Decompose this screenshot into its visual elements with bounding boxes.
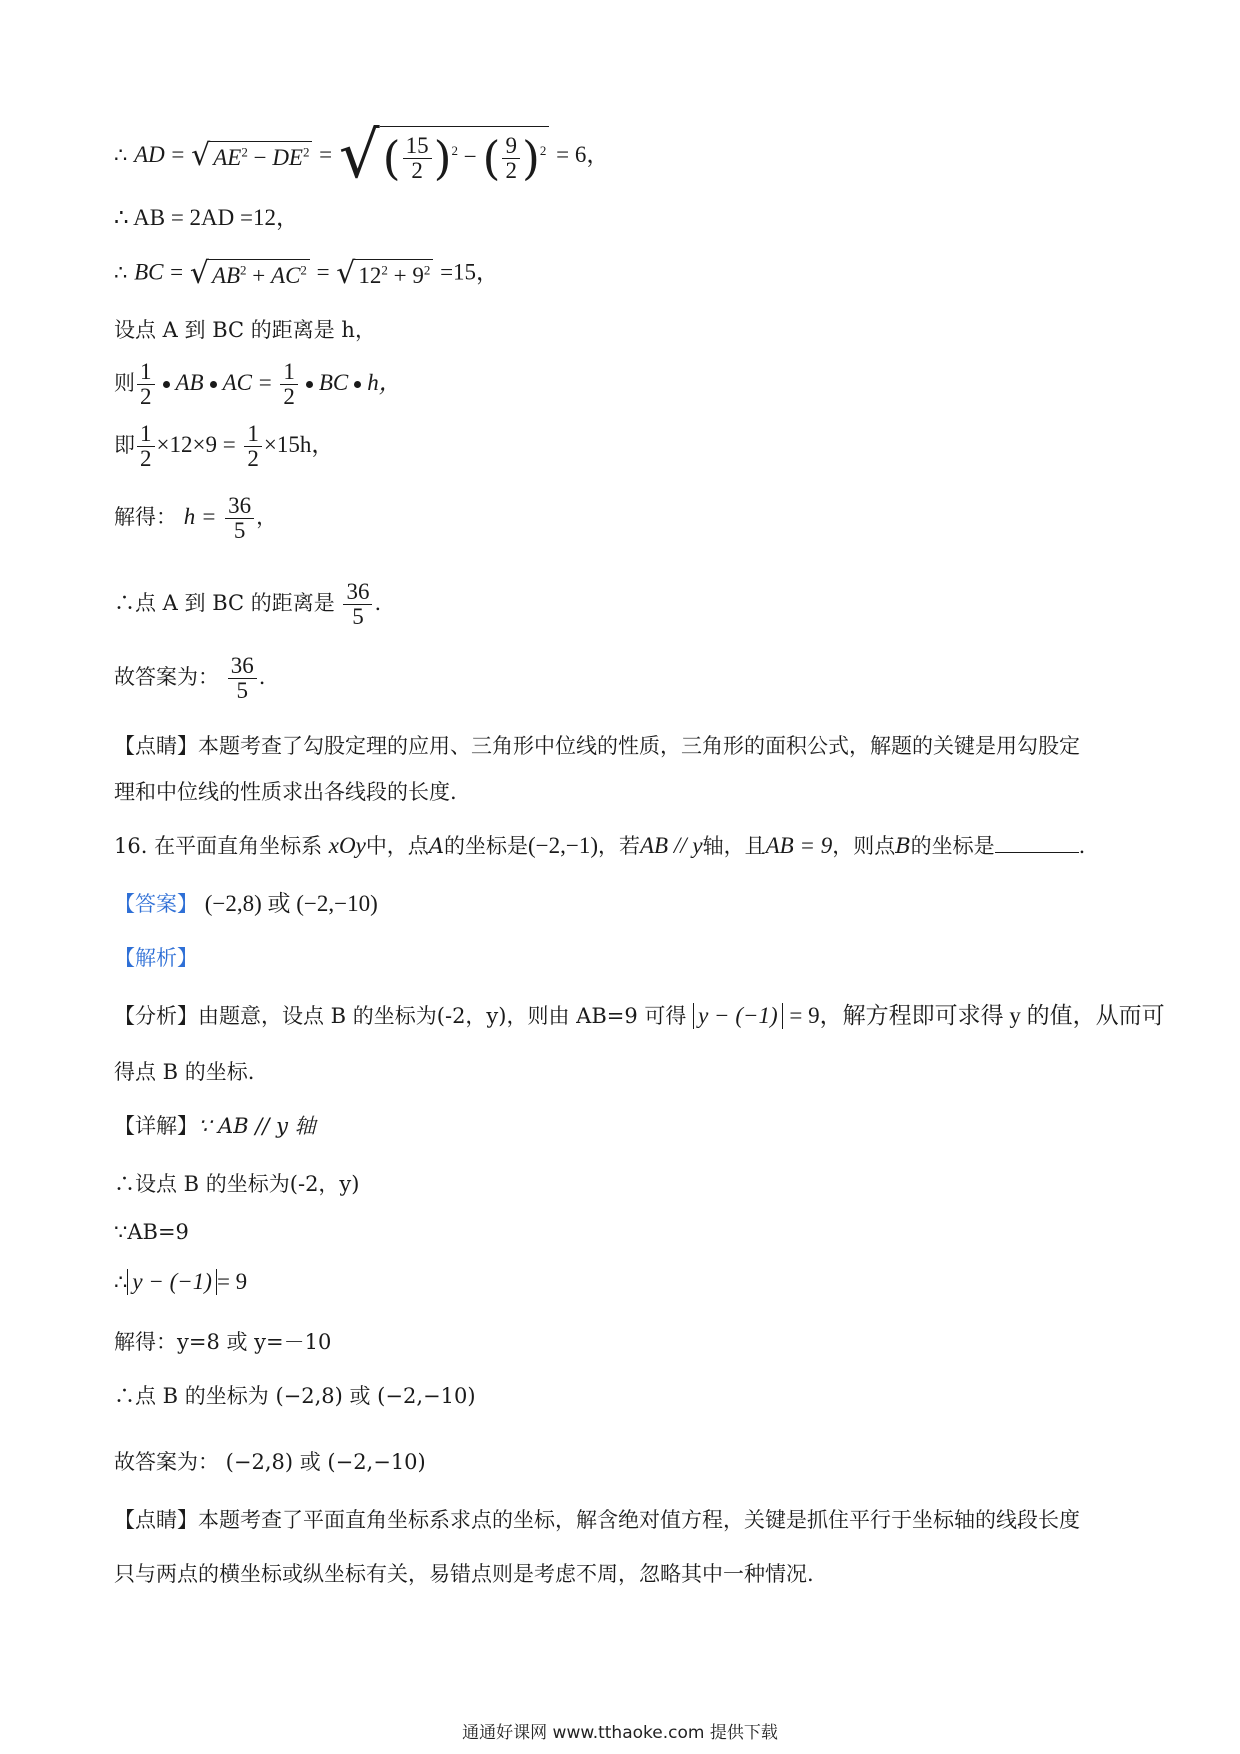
bc: BC [318,370,349,396]
note-15-line2: 理和中位线的性质求出各线段的长度. [114,780,457,804]
fraction-36-5-2: $\frac{36}{5}$ [343,580,372,629]
equals: = [171,141,185,167]
period: . [374,591,382,616]
detail-line [114,1114,316,1139]
text-answer: 故答案为： [114,665,219,690]
lhs-ad: AD [134,141,165,167]
text-ze: 则 [114,371,135,396]
detail-step-2: ∵AB=9 [114,1220,189,1244]
q-end: . [1078,834,1086,858]
h-equals: h = [183,504,217,530]
text-ji: 即 [114,433,135,458]
note-16-line1: 【点睛】本题考查了平面直角坐标系求点的坐标，解含绝对值方程，关键是抓住平行于坐标轴的线段长度 [114,1508,1080,1532]
product: ×12×9 = [156,432,236,458]
point-b: B [895,834,911,858]
fraction-half-4: $\frac{1}{2}$ [244,422,262,471]
equals2: = [319,141,333,167]
equals-9: = 9 [216,1269,248,1294]
text-solve: 解得： [114,505,177,530]
equation-area-numeric [114,422,334,471]
therefore-symbol-2: ∴ [114,260,128,285]
detail-step-4: 解得：y=8 或 y=－10 [114,1330,332,1354]
analysis-label: 【解析】 [114,946,198,970]
therefore-symbol-3: ∴ [114,1270,128,1294]
rad-de: DE [272,145,303,171]
minus: − [253,145,267,171]
sqrt-ae-de: √ $AE^2 - DE^2$ [191,138,312,174]
note-15-line1: 【点睛】本题考查了勾股定理的应用、三角形中位线的性质，三角形的面积公式，解题的关键是用勾股定 [114,734,1080,758]
q-text-7: 的坐标是 [910,834,995,858]
fraction-36-5: $\frac{36}{5}$ [225,494,254,543]
sqrt-12-9: √ $12^2 + 9^2$ [336,256,433,292]
product-2: ×15h， [263,432,335,458]
period-2: . [258,665,266,690]
fraction-15-2: $\frac{15}{2}$ [403,134,432,183]
equation-area [114,360,402,409]
equals3: = [258,370,272,396]
text-conclusion: ∴点 A 到 BC 的距离是 [114,591,335,616]
xoy: xOy [328,833,366,858]
equation-ab: ∴ AB = 2AD =12， [114,205,299,230]
fenxi-text-2: = 9，解方程即可求得 y 的值，从而可 [789,1003,1165,1028]
fenxi-text-1: 【分析】由题意，设点 B 的坐标为(-2，y)，则由 AB=9 可得 [114,1004,687,1028]
question-number: 16. [114,834,148,858]
question-16 [114,832,1085,860]
fenxi-line2: 得点 B 的坐标. [114,1060,255,1084]
coord-a: (−2,−1) [527,833,598,858]
ab: AB [175,370,204,396]
note-16-line2: 只与两点的横坐标或纵坐标有关，易错点则是考虑不周，忽略其中一种情况. [114,1562,814,1586]
fraction-half-3: $\frac{1}{2}$ [137,422,155,471]
q-text-4: ，若 [598,834,640,858]
fenxi-line1 [114,1002,1165,1030]
q-text-6: ，则点 [832,834,896,858]
fraction-half: $\frac{1}{2}$ [137,360,155,409]
detail-tag: 【详解】 [114,1114,198,1138]
solve-h [114,494,277,543]
detail-text: ∵ AB // y 轴 [198,1114,316,1138]
sqrt-ab-ac: √ $AB^2 + AC^2$ [190,256,310,292]
answer-blank [995,834,1079,853]
rad-ae: AE [213,145,242,171]
fraction-half-2: $\frac{1}{2}$ [280,360,298,409]
detail-step-1: ∴设点 B 的坐标为(-2，y) [114,1172,360,1196]
conclusion-distance [114,580,381,629]
text-set-distance: 设点 A 到 BC 的距离是 h， [114,318,376,342]
equation-bc: ∴ BC = √ $AB^2 + AC^2$ = √ $12^2 + 9^2 =15$， [114,256,500,291]
lhs-bc: BC [134,259,164,285]
answer-tag: 【答案】 [114,892,198,916]
answer-text: (−2,8) 或 (−2,−10) [204,891,378,916]
q-text-2: 中，点 [365,834,429,858]
q-text-5: 轴，且 [702,834,766,858]
answer-16 [114,890,378,918]
ab-9: AB = 9 [765,833,833,858]
fraction-36-5-3: $\frac{36}{5}$ [228,654,257,703]
final-answer-15 [114,654,265,703]
sq3: 2 [451,143,459,159]
detail-step-5: ∴点 B 的坐标为 (−2,8) 或 (−2,−10) [114,1384,476,1408]
ab-parallel: AB // y [640,833,703,858]
fraction-9-2: $\frac{9}{2}$ [502,134,520,183]
sq4: 2 [539,143,547,159]
page-footer: 通通好课网 www.tthaoke.com 提供下载 [462,1723,778,1743]
sqrt-fractions: √( $\frac{15}{2}$ )$^2$ − ( $\frac{9}{2}$ )$^2$ [339,118,550,195]
equation-ad [114,118,609,195]
result-15: =15， [440,259,500,285]
result-6: = 6， [556,141,610,167]
abs-expression-2: y − (−1) [127,1269,217,1295]
sq: 2 [241,144,248,160]
point-a: A [428,834,444,858]
comma: ， [256,505,278,530]
therefore-symbol: ∴ [114,142,128,167]
sq2: 2 [302,144,310,160]
ac: AC [222,370,252,396]
analysis-tag [114,946,198,971]
abs-expression: y − (−1) [693,1003,783,1029]
detail-step-6: 故答案为： (−2,8) 或 (−2,−10) [114,1450,426,1474]
q-text-1: 在平面直角坐标系 [154,834,323,858]
h: h， [367,370,402,396]
q-text-3: 的坐标是 [443,834,528,858]
detail-step-3 [114,1268,247,1296]
